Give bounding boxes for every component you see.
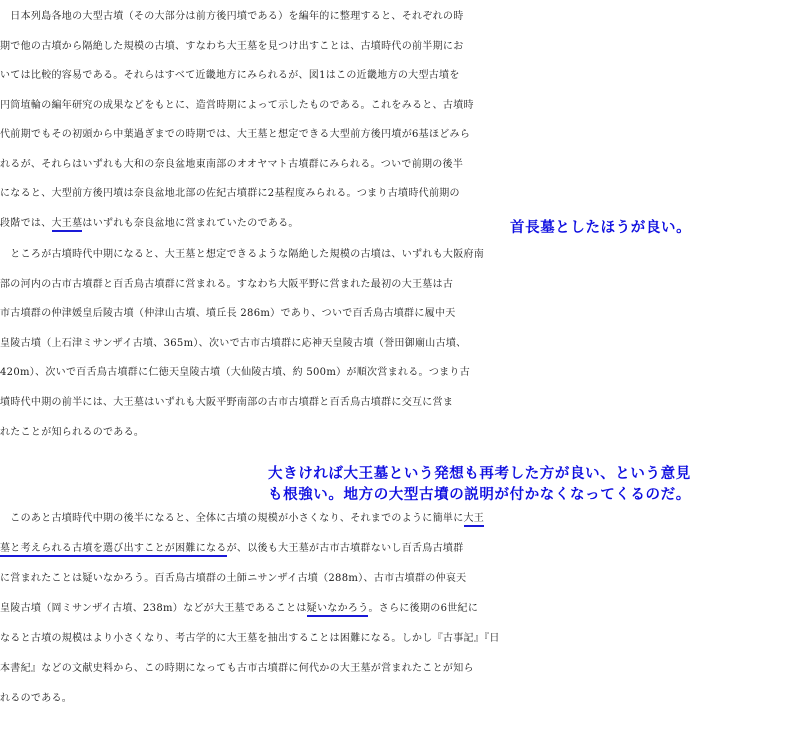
annotation-note: 首長墓としたほうが良い。 bbox=[510, 220, 692, 236]
text-line bbox=[0, 598, 800, 620]
text-line bbox=[0, 538, 800, 560]
underlined-text: 大王 bbox=[464, 513, 485, 527]
text-run: 皇陵古墳（岡ミサンザイ古墳、238m）などが大王墓であることは bbox=[0, 603, 307, 614]
text-line: 代前期でもその初頭から中葉過ぎまでの時期では、大王墓と想定できる大型前方後円墳が6基ほどみら bbox=[0, 129, 471, 140]
underlined-text: 疑いなかろう bbox=[307, 603, 369, 617]
text-run: 段階では、 bbox=[0, 218, 52, 229]
annotation-note: 大きければ大王墓という発想も再考した方が良い、という意見 bbox=[268, 466, 691, 482]
text-line: いては比較的容易である。それらはすべて近畿地方にみられるが、図1はこの近畿地方の大型古墳を bbox=[0, 70, 460, 81]
text-line: になると、大型前方後円墳は奈良盆地北部の佐紀古墳群に2基程度みられる。つまり古墳時代前期の bbox=[0, 188, 460, 199]
text-line: 円筒埴輪の編年研究の成果などをもとに、造営時期によって示したものである。これをみると、古墳時 bbox=[0, 100, 474, 111]
text-line: なると古墳の規模はより小さくなり、考古学的に大王墓を抽出することは困難になる。しかし『古事記』『日 bbox=[0, 633, 500, 644]
annotation-note: も根強い。地方の大型古墳の説明が付かなくなってくるのだ。 bbox=[268, 487, 691, 503]
text-line: 本書紀』などの文献史料から、この時期になっても古市古墳群に何代かの大王墓が営まれたことが知ら bbox=[0, 663, 474, 674]
text-line: れたことが知られるのである。 bbox=[0, 427, 145, 438]
text-line: 日本列島各地の大型古墳（その大部分は前方後円墳である）を編年的に整理すると、それぞれの時 bbox=[0, 11, 464, 22]
text-run: が、以後も大王墓が古市古墳群ないし百舌鳥古墳群 bbox=[226, 543, 464, 554]
underlined-text: 墓と考えられる古墳を選び出すことが困難になる bbox=[0, 543, 227, 557]
text-run: はいずれも奈良盆地に営まれていたのである。 bbox=[82, 218, 299, 229]
text-line: 420m）、次いで百舌鳥古墳群に仁徳天皇陵古墳（大仙陵古墳、約 500m）が順次営まれる。つまり古 bbox=[0, 367, 471, 378]
text-line: れるが、それらはいずれも大和の奈良盆地東南部のオオヤマト古墳群にみられる。ついで前期の後半 bbox=[0, 159, 464, 170]
underlined-text: 大王墓 bbox=[52, 218, 83, 232]
text-line: れるのである。 bbox=[0, 693, 73, 704]
text-run: このあと古墳時代中期の後半になると、全体に古墳の規模が小さくなり、それまでのように簡単に bbox=[0, 513, 464, 524]
text-run: 。さらに後期の6世紀に bbox=[368, 603, 479, 614]
text-line: 市古墳群の仲津媛皇后陵古墳（仲津山古墳、墳丘長 286m）であり、ついで百舌鳥古墳群に履中天 bbox=[0, 308, 456, 319]
text-line: 墳時代中期の前半には、大王墓はいずれも大阪平野南部の古市古墳群と百舌鳥古墳群に交互に営ま bbox=[0, 397, 454, 408]
text-line: に営まれたことは疑いなかろう。百舌鳥古墳群の土師ニサンザイ古墳（288m）、古市古墳群の仲哀天 bbox=[0, 573, 467, 584]
text-line bbox=[0, 508, 800, 530]
text-line: 期で他の古墳から隔絶した規模の古墳、すなわち大王墓を見つけ出すことは、古墳時代の前半期にお bbox=[0, 41, 464, 52]
text-line: ところが古墳時代中期になると、大王墓と想定できるような隔絶した規模の古墳は、いずれも大阪府南 bbox=[0, 249, 485, 260]
text-line: 部の河内の古市古墳群と百舌鳥古墳群に営まれる。すなわち大阪平野に営まれた最初の大王墓は古 bbox=[0, 279, 454, 290]
text-line: 皇陵古墳（上石津ミサンザイ古墳、365m）、次いで古市古墳群に応神天皇陵古墳（誉田御廟山古墳、 bbox=[0, 338, 467, 349]
